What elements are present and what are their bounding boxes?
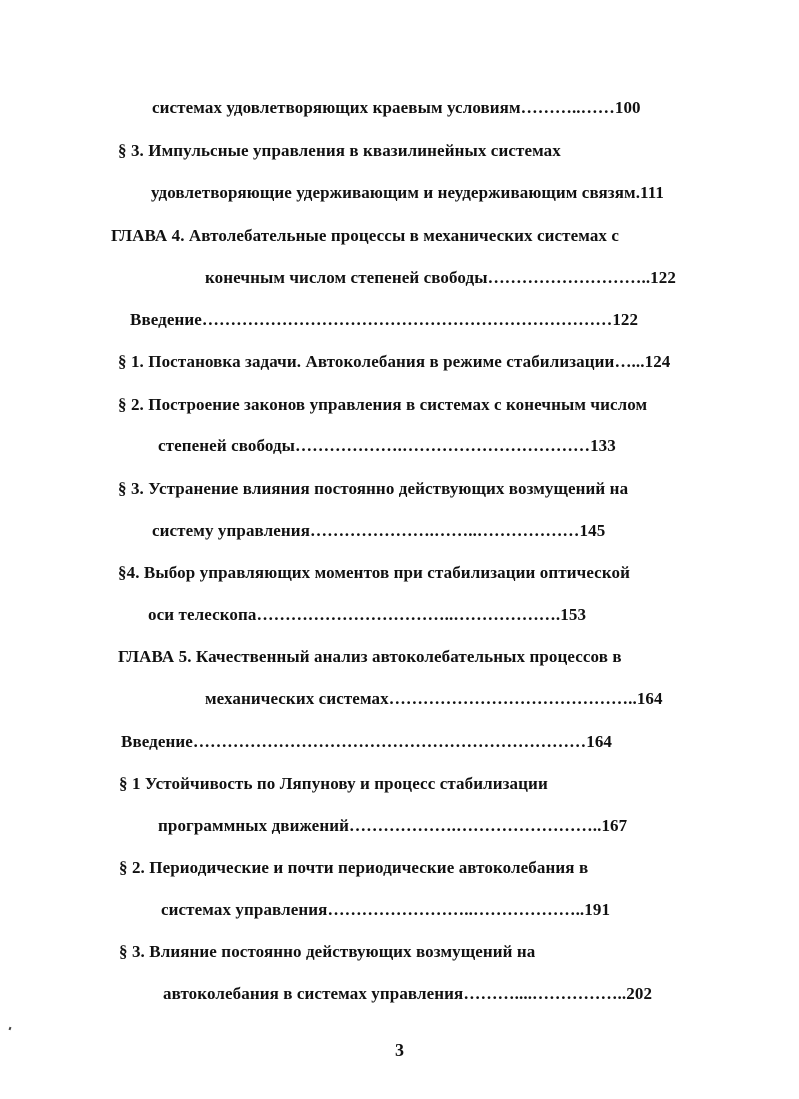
toc-line: § 1. Постановка задачи. Автоколебания в режиме стабилизации…...124 <box>118 352 671 371</box>
toc-line: удовлетворяющие удерживающим и неудерживающим связям.111 <box>151 183 664 202</box>
toc-line: Введение……………………………………………………………164 <box>121 732 613 751</box>
toc-line: ГЛАВА 5. Качественный анализ автоколебательных процессов в <box>118 647 622 666</box>
toc-line: конечным числом степеней свободы………………………..122 <box>205 268 676 287</box>
toc-line: степеней свободы……………….……………………………133 <box>158 436 616 455</box>
toc-line: ГЛАВА 4. Автолебательные процессы в механических системах с <box>111 226 620 245</box>
toc-line: § 3. Устранение влияния постоянно действующих возмущений на <box>118 479 629 498</box>
toc-line: § 3. Влияние постоянно действующих возмущений на <box>119 942 536 961</box>
toc-line: программных движений……………….……………………..167 <box>158 816 628 835</box>
toc-line: § 2. Построение законов управления в системах с конечным числом <box>118 395 648 414</box>
page-number: 3 <box>395 1040 404 1060</box>
toc-line: системах удовлетворяющих краевым условиям………..……100 <box>152 98 641 117</box>
toc-line: Введение………………………………………………………………122 <box>130 310 639 329</box>
toc-line: оси телескопа……………………………..……………….153 <box>148 605 587 624</box>
toc-line: § 1 Устойчивость по Ляпунову и процесс стабилизации <box>119 774 548 793</box>
toc-line: механических системах……………………………………..164 <box>205 689 663 708</box>
scan-speck <box>9 1027 12 1031</box>
toc-line: § 3. Импульсные управления в квазилинейных системах <box>118 141 561 160</box>
toc-line: §4. Выбор управляющих моментов при стабилизации оптической <box>118 563 630 582</box>
toc-line: системах управления……………………..………………..191 <box>161 900 611 919</box>
toc-line: систему управления………………….……..………………145 <box>152 521 606 540</box>
toc-line: автоколебания в системах управления………....……………..202 <box>163 984 653 1003</box>
toc-line: § 2. Периодические и почти периодические автоколебания в <box>119 858 589 877</box>
